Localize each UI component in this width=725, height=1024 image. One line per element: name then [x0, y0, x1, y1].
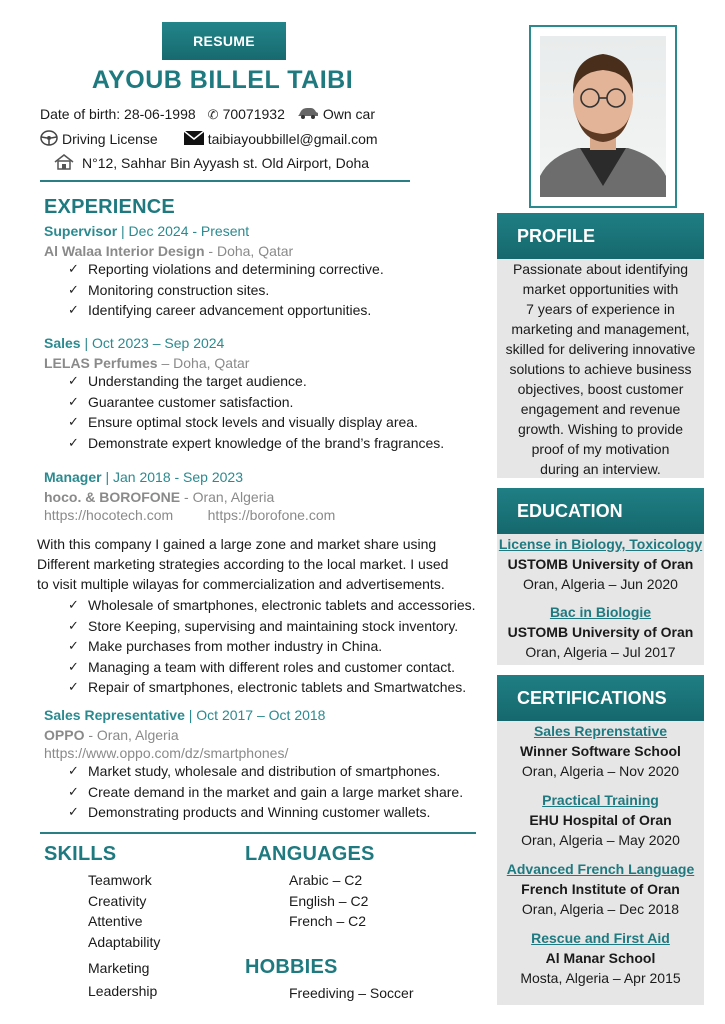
education-school: USTOMB University of Oran: [507, 624, 694, 640]
certification-org: Winner Software School: [520, 743, 681, 759]
list-item: Attentive: [88, 913, 143, 929]
job-location: - Doha, Qatar: [204, 243, 294, 259]
list-item: ✓ Managing a team with different roles and customer contact.: [44, 657, 476, 678]
certification-name: Sales Reprenstative: [533, 723, 668, 739]
certification-detail: Oran, Algeria – Dec 2018: [521, 901, 680, 917]
job-header: [44, 335, 444, 353]
job-role: Sales: [44, 335, 81, 351]
job-header: [44, 707, 463, 725]
job-role: Manager: [44, 469, 102, 485]
list-item: Creativity: [88, 892, 147, 909]
list-item: ✓ Repair of smartphones, electronic tablets and Smartwatches.: [44, 677, 476, 698]
job-date: | Dec 2024 - Present: [117, 223, 250, 239]
job-date: | Jan 2018 - Sep 2023: [101, 469, 243, 485]
certification-detail: Mosta, Algeria – Apr 2015: [520, 970, 681, 986]
certification-name: Rescue and First Aid: [531, 930, 670, 946]
list-item: ✓ Ensure optimal stock levels and visually display area.: [44, 412, 444, 433]
list-item: ✓ Reporting violations and determining corrective.: [44, 259, 384, 280]
profile-line: solutions to achieve business: [509, 361, 692, 377]
job-manager: [44, 469, 335, 525]
description-line: With this company I gained a large zone and market share using: [37, 536, 437, 552]
list-item: Leadership: [88, 982, 158, 999]
profile-line: growth. Wishing to provide: [518, 421, 683, 437]
profile-line: objectives, boost customer: [517, 381, 684, 397]
job-date: | Oct 2023 – Sep 2024: [80, 335, 225, 351]
job-company: hoco. & BOROFONE: [44, 489, 181, 505]
job-location: - Oran, Algeria: [180, 489, 275, 505]
envelope-icon: [184, 131, 204, 147]
certification-detail: Oran, Algeria – May 2020: [521, 832, 680, 848]
list-item: ✓ Wholesale of smartphones, electronic tablets and accessories.: [44, 595, 476, 616]
list-item: ✓ Demonstrate expert knowledge of the brand’s fragrances.: [44, 433, 444, 454]
profile-line: Passionate about identifying: [512, 261, 689, 277]
profile-text: [497, 259, 704, 479]
experience-heading: EXPERIENCE: [44, 196, 175, 218]
languages-list: [289, 870, 368, 932]
education-detail: Oran, Algeria – Jun 2020: [523, 576, 678, 592]
list-item: ✓ Identifying career advancement opportunities.: [44, 300, 384, 321]
profile-panel: [497, 213, 704, 478]
home-icon: [54, 154, 74, 172]
steering-wheel-icon: [40, 130, 58, 148]
certifications-heading: CERTIFICATIONS: [497, 675, 704, 721]
certification-name: Practical Training: [542, 792, 659, 808]
certification-org: Al Manar School: [545, 950, 656, 966]
list-item: Teamwork: [88, 872, 152, 888]
certification-item: [497, 859, 704, 919]
certification-name: Advanced French Language: [506, 861, 695, 877]
certification-org: EHU Hospital of Oran: [529, 812, 672, 828]
education-item: [497, 534, 704, 594]
borofone-link[interactable]: https://borofone.com: [207, 507, 336, 523]
job-company-line: [44, 727, 463, 743]
profile-line: proof of my motivation: [531, 441, 670, 457]
list-item: ✓ Market study, wholesale and distribution of smartphones.: [44, 761, 463, 782]
list-item: ✓ Guarantee customer satisfaction.: [44, 392, 444, 413]
list-item: ✓ Monitoring construction sites.: [44, 280, 384, 301]
job-bullets: [44, 371, 444, 453]
address: N°12, Sahhar Bin Ayyash st. Old Airport, Doha: [82, 155, 370, 171]
oppo-link[interactable]: https://www.oppo.com/dz/smartphones/: [44, 745, 289, 761]
email-link[interactable]: taibiayoubbillel@gmail.com: [207, 131, 378, 147]
list-item: ✓ Demonstrating products and Winning customer wallets.: [44, 802, 463, 823]
job-company-line: [44, 355, 444, 371]
car-icon: [297, 107, 319, 121]
list-item: Adaptability: [88, 933, 161, 950]
list-item: French – C2: [289, 913, 367, 929]
contact-line-2: [40, 130, 378, 148]
job-supervisor: [44, 223, 384, 321]
profile-line: engagement and revenue: [520, 401, 681, 417]
education-detail: Oran, Algeria – Jul 2017: [525, 644, 676, 660]
job-role: Sales Representative: [44, 707, 185, 723]
certification-org: French Institute of Oran: [521, 881, 680, 897]
job-date: | Oct 2017 – Oct 2018: [184, 707, 326, 723]
skills-list: [88, 870, 160, 1001]
description-line: to visit multiple wilayas for commercialization and advertisements.: [37, 576, 445, 592]
profile-line: marketing and management,: [511, 321, 690, 337]
list-item: ✓ Make purchases from mother industry in China.: [44, 636, 476, 657]
phone-icon: ✆: [207, 106, 219, 122]
description-line: Different marketing strategies according to the local market. I used: [37, 556, 449, 572]
education-degree: Bac in Biologie: [549, 604, 652, 620]
certifications-panel: [497, 675, 704, 1005]
job-role: Supervisor: [44, 223, 118, 239]
job-bullets: [44, 595, 476, 698]
education-panel: [497, 488, 704, 665]
hobbies-heading: HOBBIES: [245, 956, 338, 978]
job-bullets: [44, 761, 463, 823]
job-sales-representative: [44, 707, 463, 823]
certification-item: [497, 721, 704, 781]
header-divider: [40, 180, 410, 182]
profile-line: during an interview.: [540, 461, 661, 477]
job-manager-description: [37, 534, 448, 594]
list-item: Arabic – C2: [289, 872, 363, 888]
contact-line-3: [54, 154, 369, 172]
job-location: - Oran, Algeria: [84, 727, 179, 743]
profile-line: 7 years of experience in: [526, 301, 675, 317]
certifications-list: [497, 721, 704, 988]
profile-photo: [540, 36, 666, 197]
job-location: – Doha, Qatar: [157, 355, 250, 371]
job-company-line: [44, 243, 384, 259]
job-links: [44, 507, 335, 525]
experience-divider: [40, 832, 476, 834]
driving-license: Driving License: [62, 131, 158, 147]
job-sales: [44, 335, 444, 453]
job-company: LELAS Perfumes: [44, 355, 158, 371]
education-school: USTOMB University of Oran: [507, 556, 694, 572]
hobbies-text: Freediving – Soccer: [289, 985, 414, 1001]
resume-badge: RESUME: [162, 22, 286, 60]
certification-detail: Oran, Algeria – Nov 2020: [521, 763, 680, 779]
job-header: [44, 469, 335, 487]
list-item: ✓ Understanding the target audience.: [44, 371, 444, 392]
certification-item: [497, 790, 704, 850]
profile-line: skilled for delivering innovative: [505, 341, 696, 357]
job-company: Al Walaa Interior Design: [44, 243, 205, 259]
date-of-birth: Date of birth: 28-06-1998: [40, 106, 196, 122]
job-company-line: [44, 489, 335, 505]
profile-line: market opportunities with: [522, 281, 679, 297]
skills-heading: SKILLS: [44, 843, 117, 865]
education-heading: EDUCATION: [497, 488, 704, 534]
list-item: Marketing: [88, 960, 150, 976]
hocotech-link[interactable]: https://hocotech.com: [44, 507, 174, 523]
education-list: [497, 534, 704, 662]
languages-heading: LANGUAGES: [245, 843, 375, 865]
list-item: ✓ Store Keeping, supervising and maintaining stock inventory.: [44, 616, 476, 637]
certification-item: [497, 928, 704, 988]
contact-line-1: [40, 106, 375, 122]
job-company: OPPO: [44, 727, 85, 743]
candidate-name: AYOUB BILLEL TAIBI: [91, 66, 354, 94]
education-item: [497, 602, 704, 662]
phone-number: 70071932: [222, 106, 285, 122]
list-item: English – C2: [289, 892, 369, 909]
profile-heading: PROFILE: [497, 213, 704, 259]
education-degree: License in Biology, Toxicology: [498, 536, 703, 552]
car-status: Own car: [322, 106, 375, 122]
job-bullets: [44, 259, 384, 321]
list-item: ✓ Create demand in the market and gain a large market share.: [44, 782, 463, 803]
profile-photo-frame: [529, 25, 677, 208]
job-header: [44, 223, 384, 241]
